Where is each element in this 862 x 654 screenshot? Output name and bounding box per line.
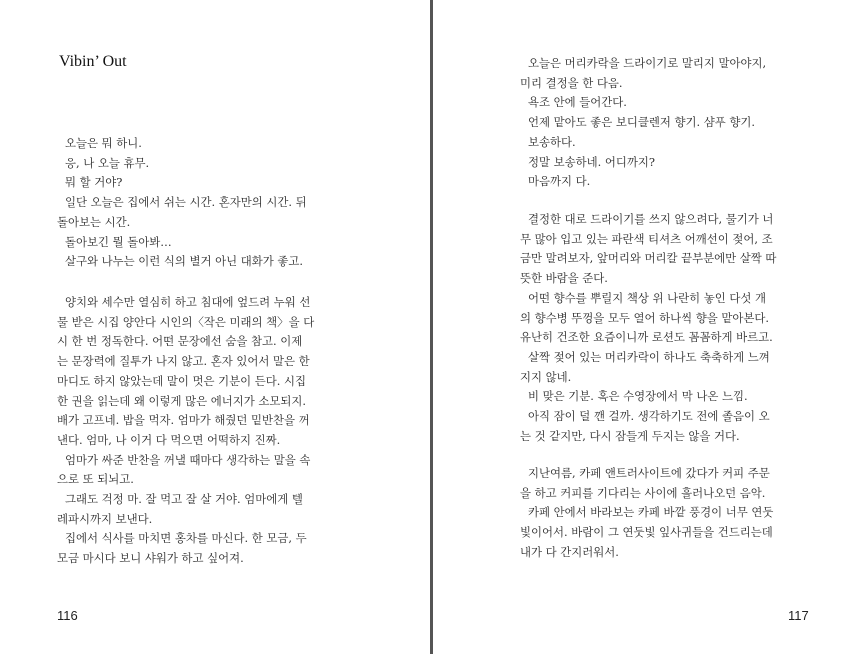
paragraph-line: 을 하고 커피를 기다리는 사이에 흘러나오던 음악. (520, 485, 766, 500)
paragraph-line: 아직 잠이 덜 깬 걸까. 생각하기도 전에 졸음이 오 (528, 409, 770, 424)
paragraph-line: 무 많아 입고 있는 파란색 티셔츠 어깨선이 젖어, 조 (520, 231, 773, 246)
paragraph (520, 464, 820, 503)
paragraph-line: 어떤 향수를 뿌릴지 책상 위 나란히 놓인 다섯 개 (528, 290, 767, 305)
paragraph: 보송하다. (528, 134, 576, 149)
right-section-2 (520, 210, 820, 446)
paragraph-line: 미리 결정을 한 다음. (520, 75, 623, 90)
paragraph-line: 유난히 건조한 요즘이니까 로션도 꼼꼼하게 바르고. (520, 330, 773, 345)
page-number-left: 116 (57, 608, 78, 623)
paragraph-line: 모금 마시다 보니 샤워가 하고 싶어져. (57, 551, 244, 566)
paragraph-line: 지지 않네. (520, 369, 572, 384)
paragraph-line: 카페 안에서 바라보는 카페 바깥 풍경이 너무 연둣 (528, 505, 774, 520)
paragraph: 돌아보긴 뭘 돌아봐… (65, 234, 172, 249)
paragraph-line: 지난여름, 카페 앤트러사이트에 갔다가 커피 주문 (528, 466, 770, 480)
paragraph-line: 한 권을 읽는데 왜 이렇게 많은 에너지가 소모되지. (57, 393, 307, 408)
paragraph (57, 293, 347, 451)
paragraph: 비 맞은 기분. 혹은 수영장에서 막 나온 느낌. (528, 389, 748, 404)
paragraph (57, 529, 347, 568)
paragraph-line: 집에서 식사를 마치면 홍차를 마신다. 한 모금, 두 (65, 531, 307, 546)
page-number-right: 117 (788, 608, 809, 623)
paragraph-line: 시 한 번 정독한다. 어떤 문장에선 숨을 참고. 이제 (57, 334, 303, 349)
paragraph-line: 양치와 세수만 열심히 하고 침대에 엎드려 누워 선 (65, 295, 311, 309)
paragraph-line: 낸다. 엄마, 나 이거 다 먹으면 어떡하지 진짜. (57, 432, 281, 447)
paragraph: 살구와 나누는 이런 식의 별거 아닌 대화가 좋고. (65, 254, 304, 269)
paragraph-line: 의 향수병 뚜껑을 모두 열어 하나씩 향을 맡아본다. (520, 310, 770, 325)
paragraph (520, 348, 820, 387)
paragraph: 욕조 안에 들어간다. (528, 95, 627, 110)
running-title: Vibin’ Out (59, 53, 127, 70)
paragraph: 오늘은 뭐 하니. (65, 136, 142, 150)
right-section-1 (520, 54, 820, 192)
paragraph-line: 뜻한 바람을 준다. (520, 271, 608, 286)
paragraph-line: 살짝 젖어 있는 머리카락이 하나도 축축하게 느껴 (528, 349, 770, 364)
paragraph-line: 레파시까지 보낸다. (57, 511, 153, 526)
paragraph-line: 그래도 걱정 마. 잘 먹고 잘 살 거야. 엄마에게 텔 (65, 492, 303, 507)
paragraph-line: 빛이어서. 바람이 그 연둣빛 잎사귀들을 건드리는데 (520, 525, 773, 540)
paragraph-line: 엄마가 싸준 반찬을 꺼낼 때마다 생각하는 말을 속 (65, 452, 311, 467)
paragraph-line: 금만 말려보자, 앞머리와 머리칼 끝부분에만 살짝 따 (520, 251, 777, 266)
paragraph-line: 내가 다 간지러워서. (520, 544, 619, 559)
paragraph (520, 503, 820, 562)
paragraph: 정말 보송하네. 어디까지? (528, 154, 656, 169)
paragraph-line: 는 것 같지만, 다시 잠들게 두지는 않을 거다. (520, 428, 740, 443)
paragraph: 뭐 할 거야? (65, 175, 123, 190)
right-page (433, 0, 862, 654)
left-page (0, 0, 430, 654)
paragraph: 언제 맡아도 좋은 보디클렌저 향기. 샴푸 향기. (528, 115, 756, 130)
paragraph-line: 돌아보는 시간. (57, 214, 131, 229)
paragraph (57, 193, 347, 232)
paragraph-line: 물 받은 시집 양안다 시인의〈작은 미래의 책〉을 다 (57, 314, 315, 329)
paragraph (57, 451, 347, 490)
paragraph-line: 으로 또 되뇌고. (57, 472, 134, 487)
right-section-3 (520, 464, 820, 563)
paragraph-line: 마디도 하지 않았는데 말이 멋은 기분이 든다. 시집 (57, 373, 307, 388)
paragraph-line: 결정한 대로 드라이기를 쓰지 않으려다, 물기가 너 (528, 212, 774, 226)
left-section-2 (57, 293, 347, 569)
paragraph: 마음까지 다. (528, 174, 591, 189)
paragraph-line: 는 문장력에 질투가 나지 않고. 혼자 있어서 말은 한 (57, 354, 310, 369)
paragraph: 응, 나 오늘 휴무. (65, 155, 150, 170)
paragraph-line: 오늘은 머리카락을 드라이기로 말리지 말아야지, (528, 56, 767, 70)
paragraph (520, 210, 820, 289)
paragraph-line: 배가 고프네. 밥을 먹자. 엄마가 해줬던 밑반찬을 꺼 (57, 413, 310, 428)
paragraph (520, 289, 820, 348)
paragraph (57, 490, 347, 529)
left-section-1 (57, 134, 347, 272)
paragraph (520, 407, 820, 446)
paragraph-line: 일단 오늘은 집에서 쉬는 시간. 혼자만의 시간. 뒤 (65, 195, 307, 210)
paragraph (520, 54, 820, 93)
